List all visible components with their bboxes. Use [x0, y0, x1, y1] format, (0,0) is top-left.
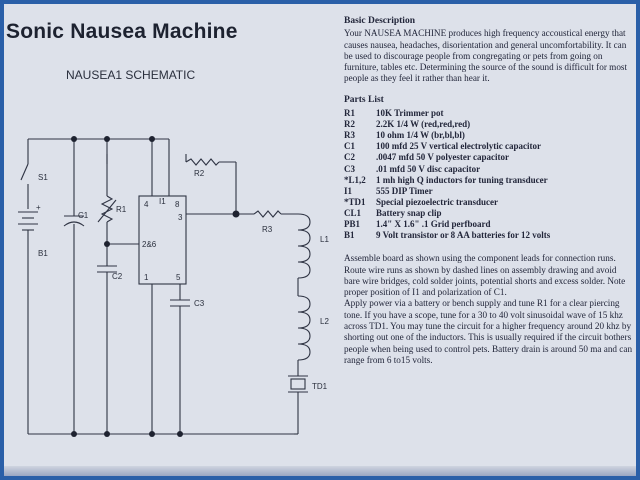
- page-title: Sonic Nausea Machine: [6, 20, 238, 43]
- schematic-diagram: [4, 4, 344, 476]
- part-ref: R2: [344, 119, 355, 130]
- label-c3: C3: [194, 299, 205, 308]
- td1-crystal: [291, 379, 305, 389]
- part-ref: *L1,2: [344, 174, 366, 185]
- instructions-assemble: Assemble board as shown using the component leads for connection runs. Route wire runs as shown by dashed lines on assembly drawing and avoid bare wire bridges, cold solder joints, potential shorts and excess solder. Note proper position of I1 and polarization of C1.: [344, 253, 626, 298]
- description-heading: Basic Description: [344, 16, 415, 26]
- parts-list-item: [344, 119, 634, 130]
- part-ref: C3: [344, 163, 355, 174]
- label-plus: +: [36, 203, 41, 212]
- parts-heading: Parts List: [344, 94, 384, 105]
- footer-strip: [4, 466, 636, 476]
- label-l2: L2: [320, 317, 329, 326]
- part-desc: .0047 mfd 50 V polyester capacitor: [376, 152, 509, 163]
- parts-list-item: [344, 152, 634, 163]
- junction-dot: [104, 431, 110, 437]
- parts-list: [344, 108, 634, 241]
- part-desc: .01 mfd 50 V disc capacitor: [376, 163, 481, 174]
- junction-dot: [233, 211, 240, 218]
- schematic-title: NAUSEA1 SCHEMATIC: [66, 68, 196, 82]
- label-r2: R2: [194, 169, 205, 178]
- label-pin3: 3: [178, 213, 183, 222]
- part-desc: 10K Trimmer pot: [376, 108, 444, 119]
- r1-trim-arrow: [98, 200, 116, 222]
- description-text: Your NAUSEA MACHINE produces high frequency accoustical energy that causes nausea, headaches, disorientation and general uncomfortability. It can be used to discourage people from congregating or pets from going on furniture, tables etc. Determining the source of the sound is difficult for most people as they feel it rather than hear it.: [344, 28, 628, 84]
- part-desc: Battery snap clip: [376, 207, 442, 218]
- part-ref: PB1: [344, 219, 361, 230]
- part-ref: CL1: [344, 207, 362, 218]
- parts-list-item: [344, 175, 634, 186]
- label-i1: I1: [159, 197, 166, 206]
- part-desc: 100 mfd 25 V vertical electrolytic capacitor: [376, 141, 541, 152]
- parts-list-item: [344, 130, 634, 141]
- part-ref: R3: [344, 130, 355, 141]
- parts-list-item: [344, 164, 634, 175]
- r2-resistor: [186, 159, 219, 165]
- part-ref: R1: [344, 108, 355, 119]
- junction-dot: [149, 431, 155, 437]
- parts-list-item: [344, 219, 634, 230]
- part-desc: 1 mh high Q inductors for tuning transducer: [376, 174, 548, 185]
- part-desc: 1.4" X 1.6" .1 Grid perfboard: [376, 219, 491, 230]
- text-column: [344, 16, 634, 366]
- part-ref: C1: [344, 141, 355, 152]
- parts-list-item: [344, 108, 634, 119]
- part-desc: 555 DIP Timer: [376, 185, 433, 196]
- part-desc: 2.2K 1/4 W (red,red,red): [376, 119, 471, 130]
- label-pin1: 1: [144, 273, 149, 282]
- parts-list-item: [344, 208, 634, 219]
- label-l1: L1: [320, 235, 329, 244]
- part-ref: B1: [344, 230, 355, 241]
- part-ref: C2: [344, 152, 355, 163]
- l1-inductor: [298, 214, 310, 278]
- part-desc: 10 ohm 1/4 W (br,bl,bl): [376, 130, 465, 141]
- label-s1: S1: [38, 173, 48, 182]
- parts-list-item: [344, 230, 634, 241]
- label-pin5: 5: [176, 273, 181, 282]
- label-c1: C1: [78, 211, 89, 220]
- junction-dot: [177, 431, 183, 437]
- label-c2: C2: [112, 272, 123, 281]
- instructions-power: Apply power via a battery or bench supply and tune R1 for a clear piercing tone. If you have a scope, tune for a 30 to 40 volt sinusoidal wave of 15 khz across TD1. You may tune the circuit for a higher frequency around 20 khz by shorting out one of the inductors. This is usually required if the circuit bothers people when being used to control pets. Battery drain is around 50 ma and can range from 6 to15 volts.: [344, 298, 633, 365]
- junction-dot: [71, 136, 77, 142]
- part-ref: *TD1: [344, 196, 366, 207]
- junction-dot: [104, 241, 110, 247]
- label-ic-pins: 2&6: [142, 240, 157, 249]
- label-pin4: 4: [144, 200, 149, 209]
- parts-list-item: [344, 141, 634, 152]
- s1-switch: [21, 164, 28, 180]
- label-r1: R1: [116, 205, 127, 214]
- label-td1: TD1: [312, 382, 328, 391]
- r3-resistor: [254, 211, 281, 217]
- label-pin8: 8: [175, 200, 180, 209]
- junction-dot: [149, 136, 155, 142]
- junction-dot: [71, 431, 77, 437]
- part-desc: 9 Volt transistor or 8 AA batteries for 12 volts: [376, 230, 551, 241]
- document-sheet: [4, 4, 636, 476]
- part-desc: Special piezoelectric transducer: [376, 196, 498, 207]
- junction-dot: [104, 136, 110, 142]
- label-b1: B1: [38, 249, 48, 258]
- parts-list-item: [344, 197, 634, 208]
- l2-inductor: [298, 296, 310, 360]
- label-r3: R3: [262, 225, 273, 234]
- parts-list-item: [344, 186, 634, 197]
- part-ref: I1: [344, 185, 353, 196]
- r1-resistor: [102, 196, 112, 222]
